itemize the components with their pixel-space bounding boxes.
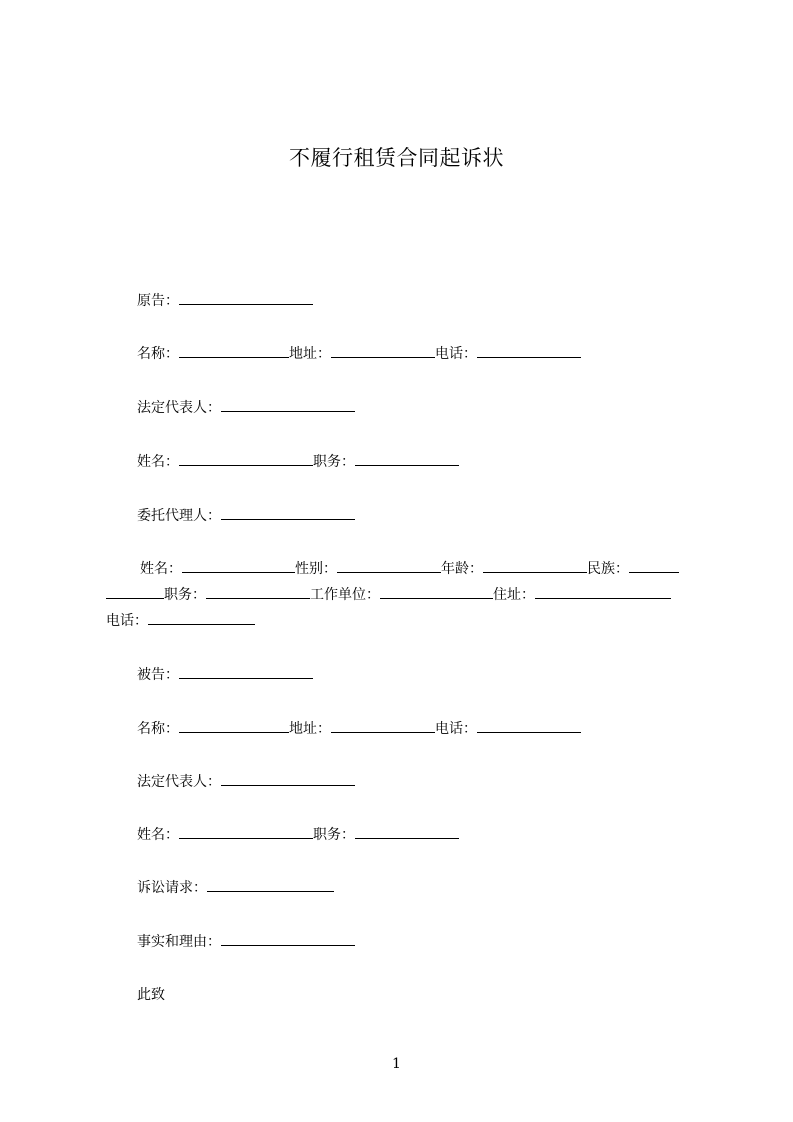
- claims-blank: [207, 877, 334, 892]
- plaintiff-name-label: 名称：: [137, 346, 179, 362]
- agent-ethnicity-label: 民族：: [587, 561, 629, 577]
- agent-phone-blank: [148, 610, 255, 625]
- plaintiff-name-line: [137, 343, 581, 364]
- defendant-legal-rep-line: [137, 771, 355, 792]
- defendant-address-label: 地址：: [289, 721, 331, 737]
- agent-details-line-1: [140, 558, 679, 579]
- document-title: 不履行租赁合同起诉状: [289, 146, 504, 170]
- plaintiff-line: [137, 290, 313, 311]
- plaintiff-address-label: 地址：: [289, 346, 331, 362]
- plaintiff-rep-name-label: 姓名：: [137, 454, 179, 470]
- agent-age-label: 年龄：: [441, 561, 483, 577]
- defendant-name-label: 名称：: [137, 721, 179, 737]
- plaintiff-legal-rep-blank: [221, 397, 355, 412]
- plaintiff-rep-name-blank: [179, 451, 313, 466]
- plaintiff-rep-position-blank: [355, 451, 459, 466]
- agent-age-blank: [483, 558, 587, 573]
- defendant-line: [137, 664, 313, 685]
- agent-gender-blank: [337, 558, 441, 573]
- page-number: 1: [392, 1056, 401, 1072]
- agent-workplace-label: 工作单位：: [310, 587, 380, 603]
- defendant-address-blank: [331, 718, 435, 733]
- defendant-rep-position-blank: [355, 824, 459, 839]
- defendant-rep-name-blank: [179, 824, 313, 839]
- defendant-name-blank: [179, 718, 289, 733]
- defendant-phone-label: 电话：: [435, 721, 477, 737]
- plaintiff-rep-position-label: 职务：: [313, 454, 355, 470]
- plaintiff-phone-blank: [477, 343, 581, 358]
- agent-position-blank: [206, 584, 310, 599]
- plaintiff-name-blank: [179, 343, 289, 358]
- closing-text: 此致: [137, 987, 165, 1003]
- plaintiff-address-blank: [331, 343, 435, 358]
- defendant-legal-rep-blank: [221, 771, 355, 786]
- plaintiff-blank: [179, 290, 313, 305]
- facts-label: 事实和理由：: [137, 934, 221, 950]
- agent-ethnicity-blank: [629, 558, 679, 573]
- defendant-rep-line: [137, 824, 459, 845]
- plaintiff-legal-rep-line: [137, 397, 355, 418]
- agent-name-blank: [182, 558, 295, 573]
- agent-phone-label: 电话：: [106, 613, 148, 629]
- plaintiff-agent-label: 委托代理人：: [137, 508, 221, 524]
- defendant-legal-rep-label: 法定代表人：: [137, 774, 221, 790]
- defendant-phone-blank: [477, 718, 581, 733]
- facts-line: [137, 931, 355, 952]
- agent-name-label: 姓名：: [140, 561, 182, 577]
- agent-residence-blank: [535, 584, 671, 599]
- defendant-rep-name-label: 姓名：: [137, 827, 179, 843]
- agent-details-line-3: [106, 610, 255, 631]
- defendant-blank: [179, 664, 313, 679]
- plaintiff-agent-blank: [221, 505, 355, 520]
- plaintiff-rep-line: [137, 451, 459, 472]
- plaintiff-legal-rep-label: 法定代表人：: [137, 400, 221, 416]
- defendant-label: 被告：: [137, 667, 179, 683]
- defendant-rep-position-label: 职务：: [313, 827, 355, 843]
- claims-label: 诉讼请求：: [137, 880, 207, 896]
- agent-details-line-2: [106, 584, 671, 605]
- agent-gender-label: 性别：: [295, 561, 337, 577]
- claims-line: [137, 877, 334, 898]
- plaintiff-phone-label: 电话：: [435, 346, 477, 362]
- facts-blank: [221, 931, 355, 946]
- defendant-name-line: [137, 718, 581, 739]
- agent-workplace-blank: [380, 584, 493, 599]
- agent-ethnicity-blank-cont: [106, 584, 164, 599]
- plaintiff-agent-line: [137, 505, 355, 526]
- agent-residence-label: 住址：: [493, 587, 535, 603]
- plaintiff-label: 原告：: [137, 293, 179, 309]
- agent-position-label: 职务：: [164, 587, 206, 603]
